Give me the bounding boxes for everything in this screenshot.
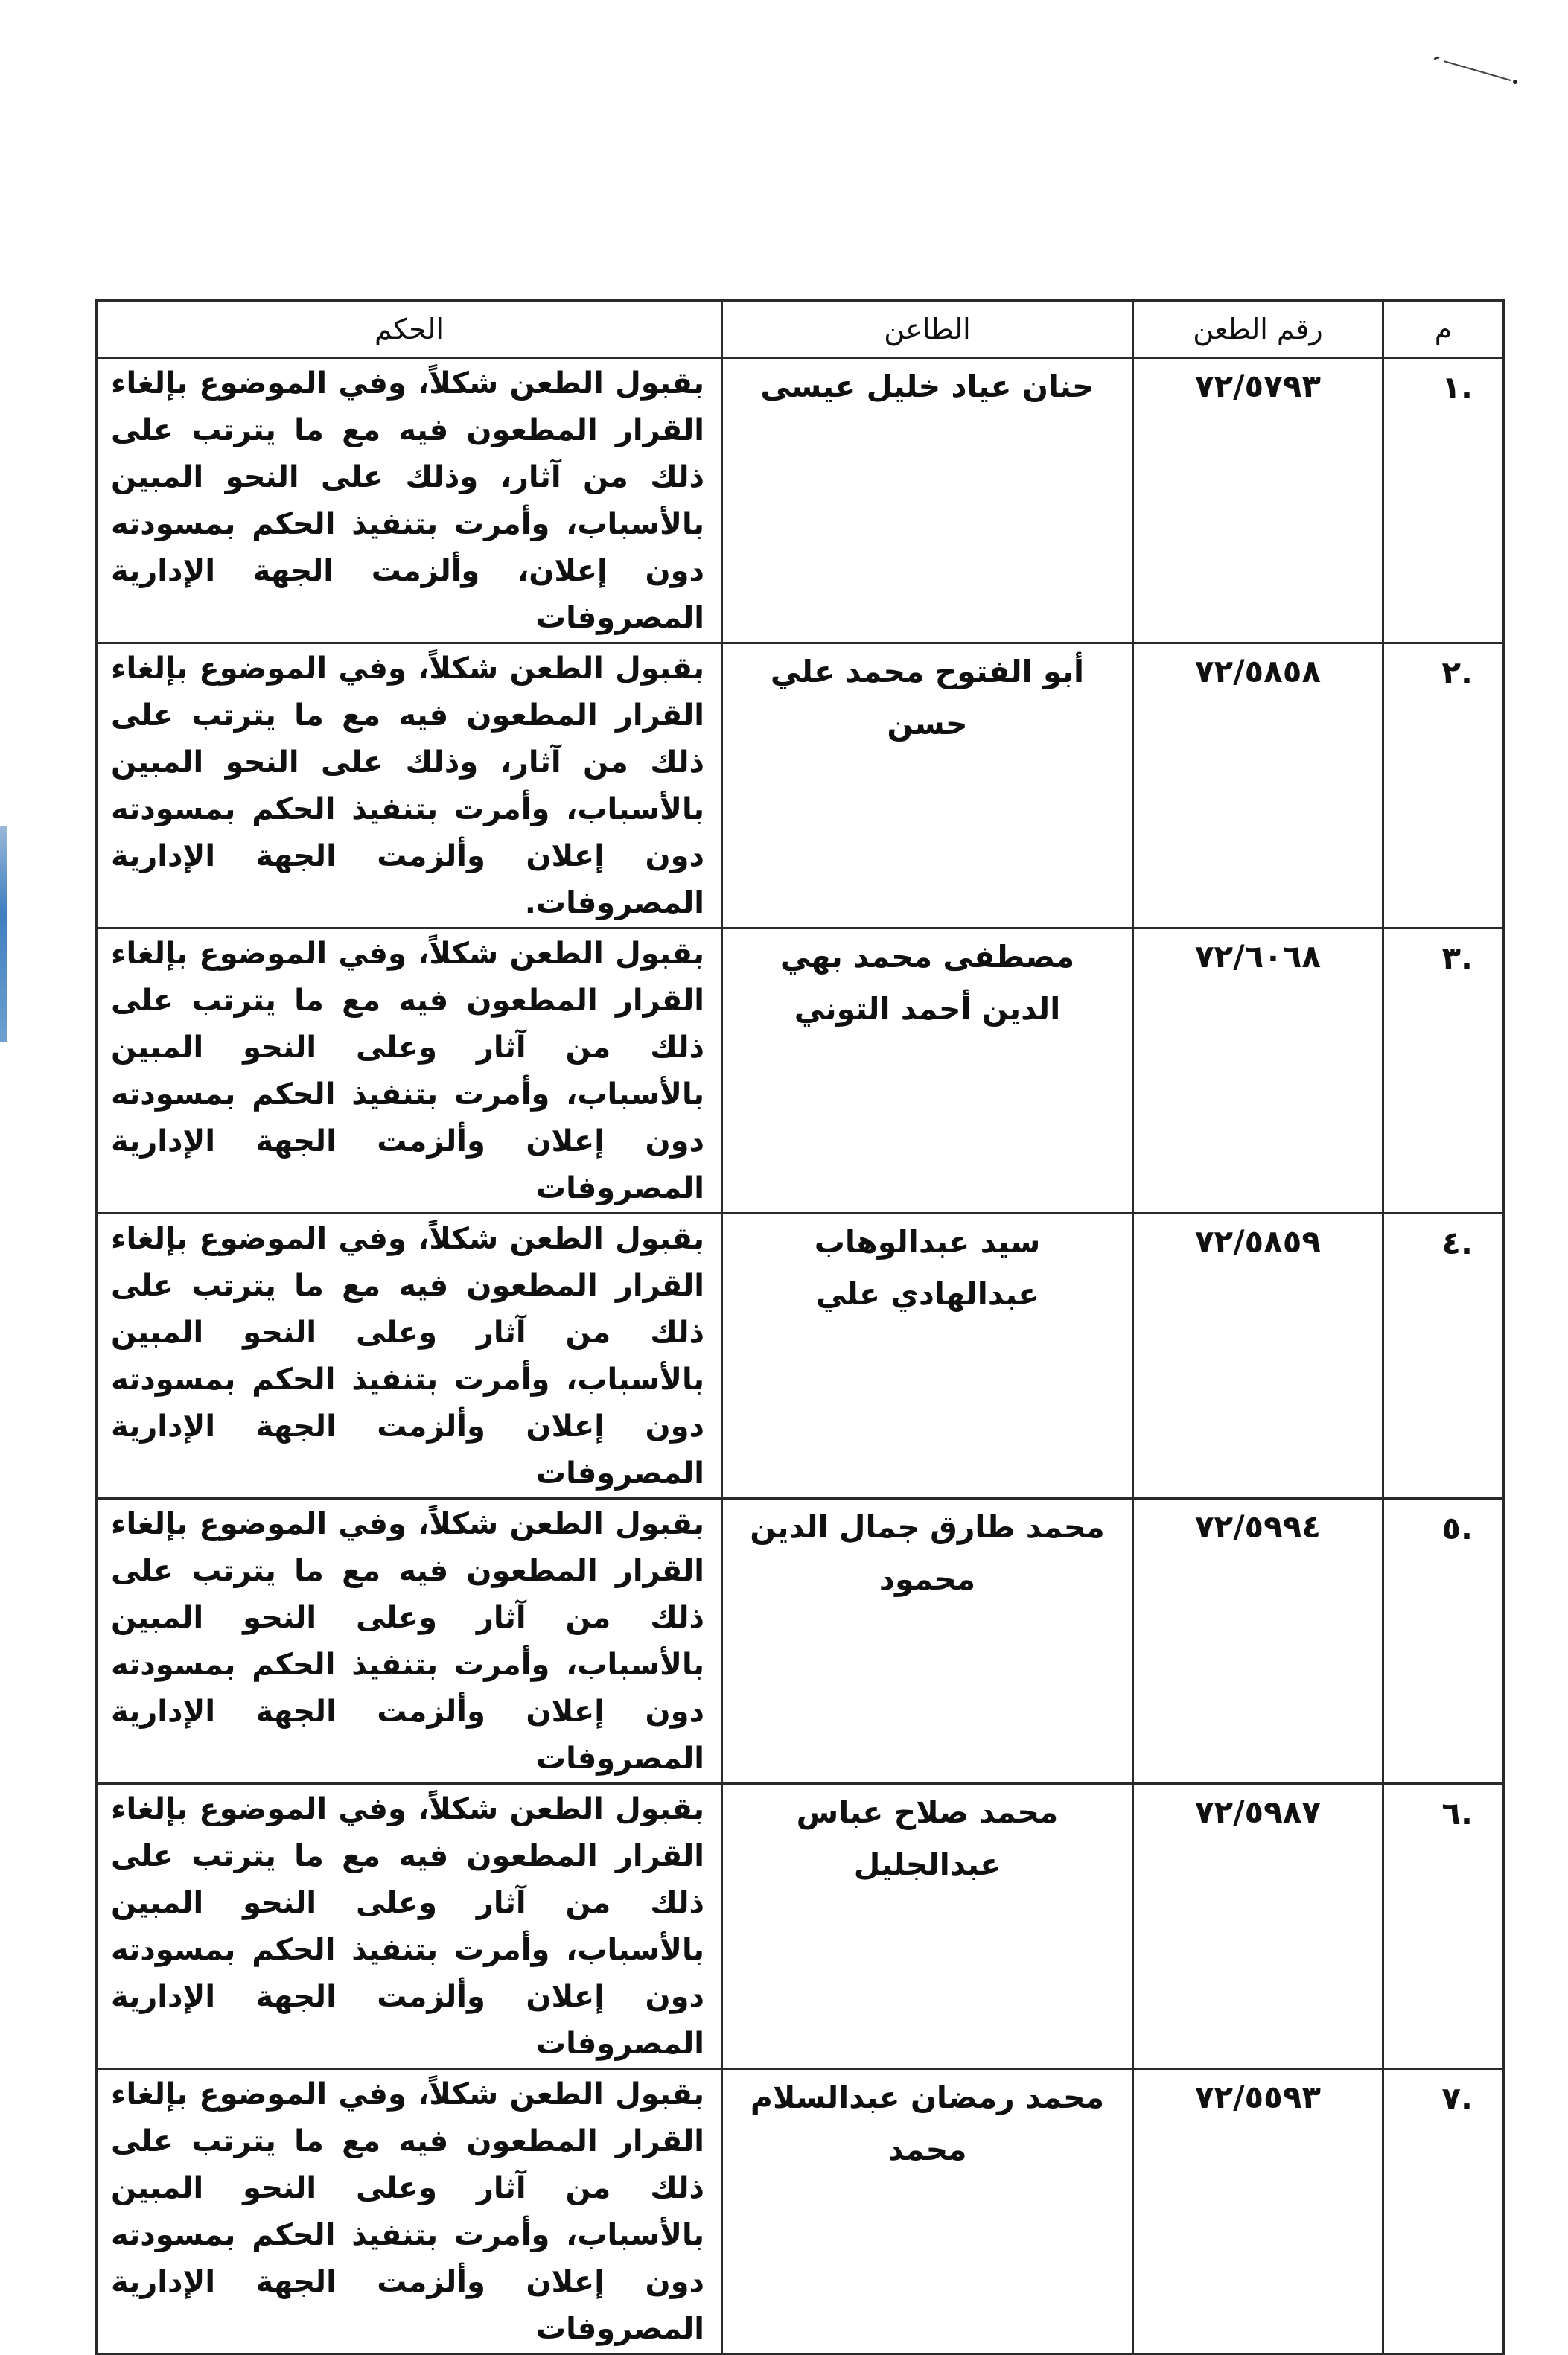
ruling-text: بقبول الطعن شكلاً، وفي الموضوع بإلغاء القرار المطعون فيه مع ما يترتب على ذلك من آثار، وذلك على النحو المبين بالأسباب، وأمرت بتنفيذ الحكم بمسودته دون إعلان، وألزمت الجهة الإدارية المصروفات bbox=[97, 358, 722, 643]
ruling-text: بقبول الطعن شكلاً، وفي الموضوع بإلغاء القرار المطعون فيه مع ما يترتب على ذلك من آثار وعلى النحو المبين بالأسباب، وأمرت بتنفيذ الحكم بمسودته دون إعلان وألزمت الجهة الإدارية المصروفات bbox=[97, 2069, 722, 2354]
header-no: م bbox=[1383, 301, 1504, 358]
header-ruling: الحكم bbox=[97, 301, 722, 358]
table-row bbox=[97, 928, 1504, 1214]
appellant-name: محمد رمضان عبدالسلام محمد bbox=[722, 2069, 1133, 2354]
table-row bbox=[97, 643, 1504, 928]
ruling-text: بقبول الطعن شكلاً، وفي الموضوع بإلغاء القرار المطعون فيه مع ما يترتب على ذلك من آثار، وذلك على النحو المبين بالأسباب، وأمرت بتنفيذ الحكم بمسودته دون إعلان وألزمت الجهة الإدارية المصروفات. bbox=[97, 643, 722, 928]
table-header-row bbox=[97, 301, 1504, 358]
pen-stroke-mark bbox=[1433, 55, 1523, 85]
appellant-name: مصطفى محمد بهي الدين أحمد التوني bbox=[722, 928, 1133, 1214]
row-number: .٤ bbox=[1383, 1214, 1504, 1499]
appellant-name: حنان عياد خليل عيسى bbox=[722, 358, 1133, 643]
row-number: .٢ bbox=[1383, 643, 1504, 928]
scan-edge-strip bbox=[0, 826, 7, 1042]
appeal-number: ٧٢/٥٨٥٨ bbox=[1133, 643, 1383, 928]
table-row bbox=[97, 1784, 1504, 2069]
row-number: .٦ bbox=[1383, 1784, 1504, 2069]
table-row bbox=[97, 1214, 1504, 1499]
ruling-text: بقبول الطعن شكلاً، وفي الموضوع بإلغاء القرار المطعون فيه مع ما يترتب على ذلك من آثار وعلى النحو المبين بالأسباب، وأمرت بتنفيذ الحكم بمسودته دون إعلان وألزمت الجهة الإدارية المصروفات bbox=[97, 1784, 722, 2069]
appeal-number: ٧٢/٥٩٩٤ bbox=[1133, 1499, 1383, 1784]
row-number: .٣ bbox=[1383, 928, 1504, 1214]
header-appeal-number: رقم الطعن bbox=[1133, 301, 1383, 358]
table-row bbox=[97, 2069, 1504, 2354]
appeal-number: ٧٢/٦٠٦٨ bbox=[1133, 928, 1383, 1214]
header-appellant: الطاعن bbox=[722, 301, 1133, 358]
appellant-name: أبو الفتوح محمد علي حسن bbox=[722, 643, 1133, 928]
appeal-number: ٧٢/٥٧٩٣ bbox=[1133, 358, 1383, 643]
appeal-number: ٧٢/٥٥٩٣ bbox=[1133, 2069, 1383, 2354]
appellant-name: محمد صلاح عباس عبدالجليل bbox=[722, 1784, 1133, 2069]
ruling-text: بقبول الطعن شكلاً، وفي الموضوع بإلغاء القرار المطعون فيه مع ما يترتب على ذلك من آثار وعلى النحو المبين بالأسباب، وأمرت بتنفيذ الحكم بمسودته دون إعلان وألزمت الجهة الإدارية المصروفات bbox=[97, 1499, 722, 1784]
appellant-name: سيد عبدالوهاب عبدالهادي علي bbox=[722, 1214, 1133, 1499]
row-number: .٥ bbox=[1383, 1499, 1504, 1784]
row-number: .٧ bbox=[1383, 2069, 1504, 2354]
ruling-text: بقبول الطعن شكلاً، وفي الموضوع بإلغاء القرار المطعون فيه مع ما يترتب على ذلك من آثار وعلى النحو المبين بالأسباب، وأمرت بتنفيذ الحكم بمسودته دون إعلان وألزمت الجهة الإدارية المصروفات bbox=[97, 928, 722, 1214]
rulings-table bbox=[95, 299, 1505, 2355]
appeal-number: ٧٢/٥٨٥٩ bbox=[1133, 1214, 1383, 1499]
table-row bbox=[97, 358, 1504, 643]
ruling-text: بقبول الطعن شكلاً، وفي الموضوع بإلغاء القرار المطعون فيه مع ما يترتب على ذلك من آثار وعلى النحو المبين بالأسباب، وأمرت بتنفيذ الحكم بمسودته دون إعلان وألزمت الجهة الإدارية المصروفات bbox=[97, 1214, 722, 1499]
table-row bbox=[97, 1499, 1504, 1784]
row-number: .١ bbox=[1383, 358, 1504, 643]
appeal-number: ٧٢/٥٩٨٧ bbox=[1133, 1784, 1383, 2069]
appellant-name: محمد طارق جمال الدين محمود bbox=[722, 1499, 1133, 1784]
